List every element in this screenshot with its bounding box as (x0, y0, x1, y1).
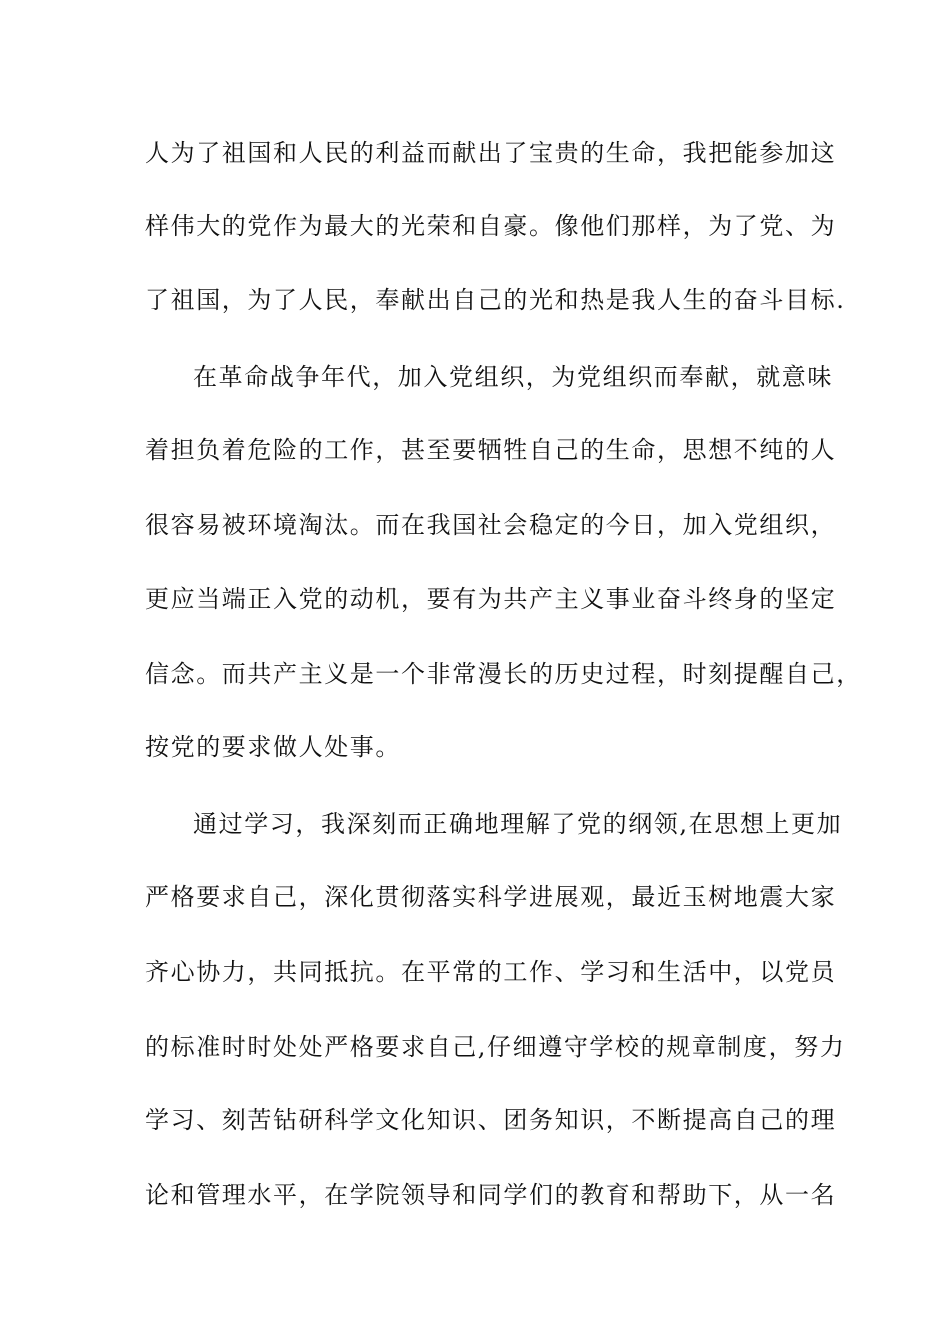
text-line: 更应当端正入党的动机，要有为共产主义事业奋斗终身的坚定 (145, 585, 837, 613)
text-line: 的标准时时处处严格要求自己,仔细遵守学校的规章制度，努力 (145, 1033, 846, 1061)
text-line: 按党的要求做人处事。 (145, 733, 401, 761)
text-line: 学习、刻苦钻研科学文化知识、团务知识，不断提高自己的理 (145, 1106, 837, 1134)
text-line: 了祖国，为了人民，奉献出自己的光和热是我人生的奋斗目标. (145, 286, 846, 314)
paragraph-first-line: 在革命战争年代，加入党组织，为党组织而奉献，就意味 (193, 363, 833, 391)
text-line: 严格要求自己，深化贯彻落实科学进展观，最近玉树地震大家 (145, 883, 837, 911)
text-line: 齐心协力，共同抵抗。在平常的工作、学习和生活中，以党员 (145, 958, 837, 986)
text-line: 信念。而共产主义是一个非常漫长的历史过程，时刻提醒自己， (145, 660, 862, 688)
text-line: 着担负着危险的工作，甚至要牺牲自己的生命，思想不纯的人 (145, 436, 837, 464)
text-line: 很容易被环境淘汰。而在我国社会稳定的今日，加入党组织， (145, 511, 837, 539)
text-line: 人为了祖国和人民的利益而献出了宝贵的生命，我把能参加这 (145, 139, 837, 167)
text-line: 样伟大的党作为最大的光荣和自豪。像他们那样，为了党、为 (145, 212, 837, 240)
paragraph-first-line: 通过学习，我深刻而正确地理解了党的纲领,在思想上更加 (193, 810, 843, 838)
text-line: 论和管理水平，在学院领导和同学们的教育和帮助下，从一名 (145, 1181, 837, 1209)
